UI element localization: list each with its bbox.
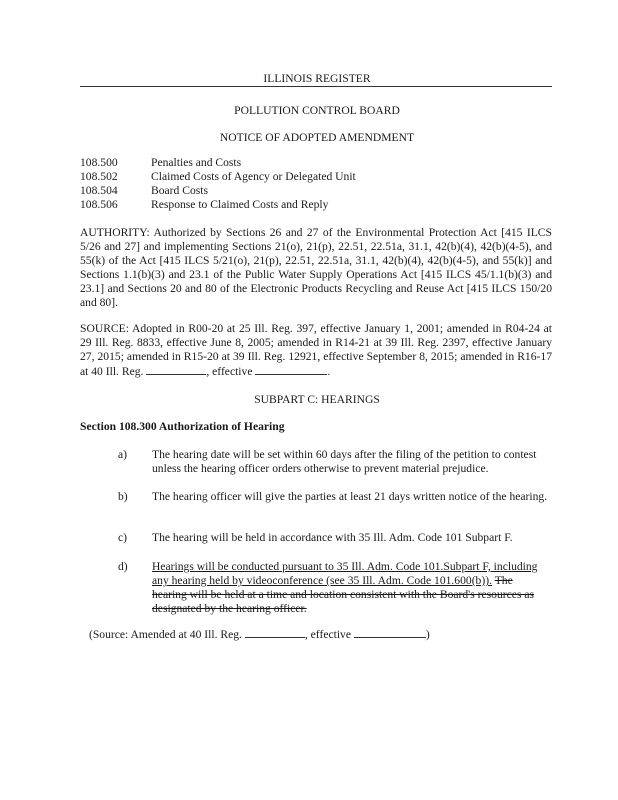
source-end: . xyxy=(327,365,331,378)
source-note-text: (Source: Amended at 40 Ill. Reg. xyxy=(89,628,242,641)
source-note xyxy=(89,627,529,642)
notice-title: NOTICE OF ADOPTED AMENDMENT xyxy=(219,131,415,144)
item-text: The hearing officer will give the parties at least 21 days written notice of the hearing. xyxy=(152,490,548,503)
section-heading: Section 108.300 Authorization of Hearing xyxy=(80,420,285,433)
date-blank xyxy=(245,627,305,638)
toc-row xyxy=(80,184,550,198)
inserted-text: Hearings will be conducted pursuant to 35 Ill. Adm. Code 101.Subpart F, including any hearing held by videoconference (see 35 Ill. Adm. Code 101.600(b)). xyxy=(152,560,538,587)
item-text xyxy=(152,560,548,616)
source-note-effective: , effective xyxy=(304,628,351,641)
item-label: d) xyxy=(118,560,128,573)
toc-title: Penalties and Costs xyxy=(151,156,242,169)
source-paragraph xyxy=(80,322,552,379)
source-effective: , effective xyxy=(206,365,253,378)
item-text: The hearing date will be set within 60 days after the filing of the petition to contest unless the hearing officer orders otherwise to prevent material prejudice. xyxy=(152,448,537,475)
toc-row xyxy=(80,156,550,170)
toc-number: 108.506 xyxy=(80,198,118,211)
toc-number: 108.504 xyxy=(80,184,118,197)
item-label: b) xyxy=(118,490,128,503)
toc-number: 108.502 xyxy=(80,170,118,183)
toc-row xyxy=(80,170,550,184)
source-note-end: ) xyxy=(425,628,430,641)
register-title: ILLINOIS REGISTER xyxy=(263,72,371,85)
item-label: c) xyxy=(118,531,128,544)
section-table-of-contents xyxy=(80,156,550,212)
toc-title: Response to Claimed Costs and Reply xyxy=(151,198,329,211)
item-label: a) xyxy=(118,448,128,461)
authority-paragraph: AUTHORITY: Authorized by Sections 26 and 27 of the Environmental Protection Act [415 ILCS 5/26 and 27] and implementing Sections 21(o), 21(p), 22.51, 22.51a, 31.1, 42(b)(4), 42(b)(4-5), and 55(k) of the Act [415 ILCS 5/21(o), 21(p), 22.51, 22.51a, 31.1, 42(b)(4), 42(b)(4-5), and 55(k)] and Sections 1.1(b)(3) and 23.1 of the Public Water Supply Operations Act [415 ILCS 45/1.1(b)(3) and 23.1] and Sections 20 and 80 of the Electronic Products Recycling and Reuse Act [415 ILCS 150/20 and 80]. xyxy=(80,226,552,309)
toc-title: Claimed Costs of Agency or Delegated Unit xyxy=(151,170,356,183)
board-name: POLLUTION CONTROL BOARD xyxy=(234,104,400,117)
deleted-text: The hearing will be held at a time and location consistent with the Board's resources as designated by the hearing officer. xyxy=(152,574,534,615)
date-blank xyxy=(255,364,327,375)
date-blank xyxy=(354,627,426,638)
toc-number: 108.500 xyxy=(80,156,118,169)
header-rule xyxy=(80,86,552,87)
source-text: SOURCE: Adopted in R00-20 at 25 Ill. Reg. 397, effective January 1, 2001; amended in R04-24 at 29 Ill. Reg. 8833, effective June 8, 2005; amended in R14-21 at 39 Ill. Reg. 2397, effective January 27, 2015; amended in R15-20 at 39 Ill. Reg. 12921, effective September 8, 2015; amended in R16-17 at 40 Ill. Reg. xyxy=(80,322,552,378)
subpart-heading: SUBPART C: HEARINGS xyxy=(254,393,380,406)
toc-title: Board Costs xyxy=(151,184,209,197)
item-text: The hearing will be held in accordance with 35 Ill. Adm. Code 101 Subpart F. xyxy=(152,531,513,544)
date-blank xyxy=(146,364,206,375)
toc-row xyxy=(80,198,550,212)
